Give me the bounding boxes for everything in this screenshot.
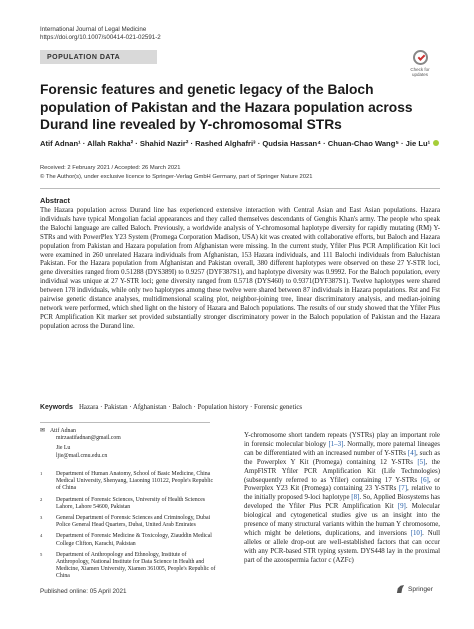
article-title: Forensic features and genetic legacy of the Baloch population of Pakistan and the Hazara population across Durand line revealed by Y-chromosomal STRs — [40, 82, 413, 132]
affiliation-number: 5 — [40, 551, 43, 557]
affiliation-number: 3 — [40, 515, 43, 521]
check-updates-label: Check for updates — [410, 67, 430, 77]
corr-name: Jie Lu — [56, 445, 71, 452]
citation-link[interactable]: [5] — [417, 458, 426, 466]
received-accepted: Received: 2 February 2021 / Accepted: 26 March 2021 — [40, 165, 181, 171]
publisher-logo — [396, 585, 433, 593]
citation-link[interactable]: [10] — [410, 529, 423, 537]
article-dates — [40, 164, 312, 182]
affiliation-item — [40, 533, 218, 547]
introduction-text — [244, 432, 440, 566]
intro-text: , relative to the initially proposed 9-loci haplotype — [244, 485, 441, 502]
intro-text: . Molecular biological and cytogenetical studies give us an insight into the presence of many structural variants within the human Y chromosome, which might be deletions, duplications, and inversions — [244, 503, 441, 537]
citation-link[interactable]: [6] — [420, 476, 429, 484]
abstract-text: The Hazara population across Durand line has experienced extensive interaction with Central Asian and East Asian populations. Hazara individuals have typical Mongolian facial appearances and they called themselves descendants of Genghis Khan's army. The people who speak the Balochi language are called Baloch. Previously, a worldwide analysis of Y-chromosomal haplotype diversity for rapidly mutating (RM) Y-STRs and with PowerPlex Y23 System (Promega Corporation Madison, USA) kit was created with collaborative efforts, but Baloch and Hazara population from Pakistan and Hazara population from Afghanistan were missing. In the current study, Yfiler Plus PCR Amplification Kit loci were examined in 260 unrelated Hazara individuals from Afghanistan, 153 Hazara individuals, and 111 Balochi individuals from Baluchistan Pakistan. For the Hazara population from Afghanistan and Pakistan overall, 380 different haplotypes were observed on these 27 Y-STR loci, gene diversities ranged from 0.51288 (DYS389I) to 0.9257 (DYF387S1), and haplotype diversity was 0.9992. For the Baloch population, every individual was unique at 27 Y-STR loci; gene diversity ranged from 0.5718 (DYS460) to 0.9371(DYF387S1). Twelve haplotypes were shared between 178 individuals, while only two haplotypes among these twelve were shared between 87 individuals in Hazara populations. Rst and Fst pairwise genetic distance analyses, multidimensional scaling plot, neighbor-joining tree, linear discriminatory analysis, and median-joining network were performed, which shed light on the history of Hazara and Baloch populations. The results of our study showed that the Yfiler Plus PCR Amplification Kit marker set provided substantially stronger discriminatory power in the Baloch population of Pakistan and the Hazara population across the Durand line. — [40, 207, 440, 330]
orcid-icon[interactable] — [433, 140, 439, 146]
citation-link[interactable]: [9] — [397, 503, 406, 511]
affiliation-text: Department of Forensic Medicine & Toxicology, Ziauddin Medical College Clifton, Karachi, Pakistan — [56, 533, 212, 547]
authors-text: Atif Adnan¹ · Allah Rakha² · Shahid Nazir² · Rashed Alghafri³ · Qudsia Hassan⁴ · Chuan-Chao Wang⁵ · Jie Lu¹ — [40, 139, 431, 148]
affiliation-item — [40, 515, 218, 529]
journal-name: International Journal of Legal Medicine — [40, 26, 147, 33]
affiliation-item — [40, 552, 218, 581]
intro-text: . Normally, more paternal lineages can be differentiated with an increased number of Y-STRs — [244, 440, 440, 457]
affiliation-item — [40, 471, 218, 493]
section-badge: POPULATION DATA — [40, 50, 157, 64]
corr-name: Atif Adnan — [50, 428, 76, 434]
intro-text: Y-chromosome short tandem repeats (YSTRs) play an important role in forensic molecular biology — [244, 432, 440, 448]
divider — [40, 422, 210, 423]
affiliation-number: 1 — [40, 471, 43, 476]
keywords-text: Hazara · Pakistan · Afghanistan · Baloch · Population history · Forensic genetics — [78, 404, 303, 411]
affiliation-text: Department of Forensic Sciences, University of Health Sciences Lahore, Lahore 54600, Pakistan — [56, 496, 206, 510]
affiliations — [40, 471, 218, 585]
copyright-line: © The Author(s), under exclusive licence to Springer-Verlag GmbH Germany, part of Springer Nature 2021 — [40, 174, 313, 180]
intro-text: , or Powerplex Y23 Kit (Promega) containing 23 Y-STRs — [244, 476, 441, 493]
affiliation-text: General Department of Forensic Sciences and Criminology, Dubai Police General Head Quarters, Dubai, United Arab Emirates — [56, 515, 211, 529]
springer-horse-icon — [396, 585, 405, 593]
affiliation-item — [40, 497, 218, 511]
affiliation-number: 4 — [40, 533, 43, 539]
affiliation-text: Department of Anthropology and Ethnology, Institute of Anthropology, National Institute for Data Science in Health and Medicine, Xiamen University, Xiamen 361005, People's Republic of China — [56, 551, 216, 580]
intro-text: , such as the Powerplex Y Kit (Promega) containing 12 Y-STRs — [244, 449, 441, 466]
correspondence — [40, 428, 121, 460]
citation-link[interactable]: [8] — [351, 494, 360, 502]
corr-email[interactable]: ljie@mail.cmu.edu.cn — [56, 452, 108, 459]
journal-doi[interactable]: https://doi.org/10.1007/s00414-021-02591-2 — [40, 34, 161, 41]
intro-text: , the AmpFlSTR Yfiler PCR Amplification Kit (Life Technologies) (subsequently referred to as Yfiler) containing 17 Y-STRs — [244, 458, 440, 484]
keywords — [40, 403, 440, 412]
author-list — [40, 139, 440, 149]
intro-text: . Null alleles or allele drop-out are well-established factors that can occur with any PCR-based STR typing system. DYS448 lay in the proximal part of the azoospermia factor c (AZFc) — [244, 529, 440, 564]
keywords-label: Keywords — [40, 404, 73, 411]
affiliation-number: 2 — [40, 496, 43, 502]
citation-link[interactable]: [4] — [407, 449, 416, 457]
corr-email[interactable]: mirzaatifadnan@gmail.com — [56, 435, 121, 442]
affiliation-text: Department of Human Anatomy, School of Basic Medicine, China Medical University, Shenyang, Liaoning 110122, People's Republic of China — [56, 471, 214, 492]
check-updates-button[interactable] — [405, 50, 435, 77]
mail-icon: ✉ — [40, 428, 45, 434]
published-date: Published online: 05 April 2021 — [40, 588, 127, 595]
abstract-heading: Abstract — [40, 196, 70, 205]
intro-text: . So, Applied Biosystems has developed the Yfiler Plus PCR Amplification Kit — [244, 494, 440, 511]
citation-link[interactable]: [1–3] — [328, 440, 344, 448]
journal-header — [40, 26, 161, 42]
check-updates-icon — [413, 50, 428, 65]
divider — [40, 188, 440, 189]
publisher-name: Springer — [408, 585, 433, 593]
citation-link[interactable]: [7] — [398, 485, 407, 493]
